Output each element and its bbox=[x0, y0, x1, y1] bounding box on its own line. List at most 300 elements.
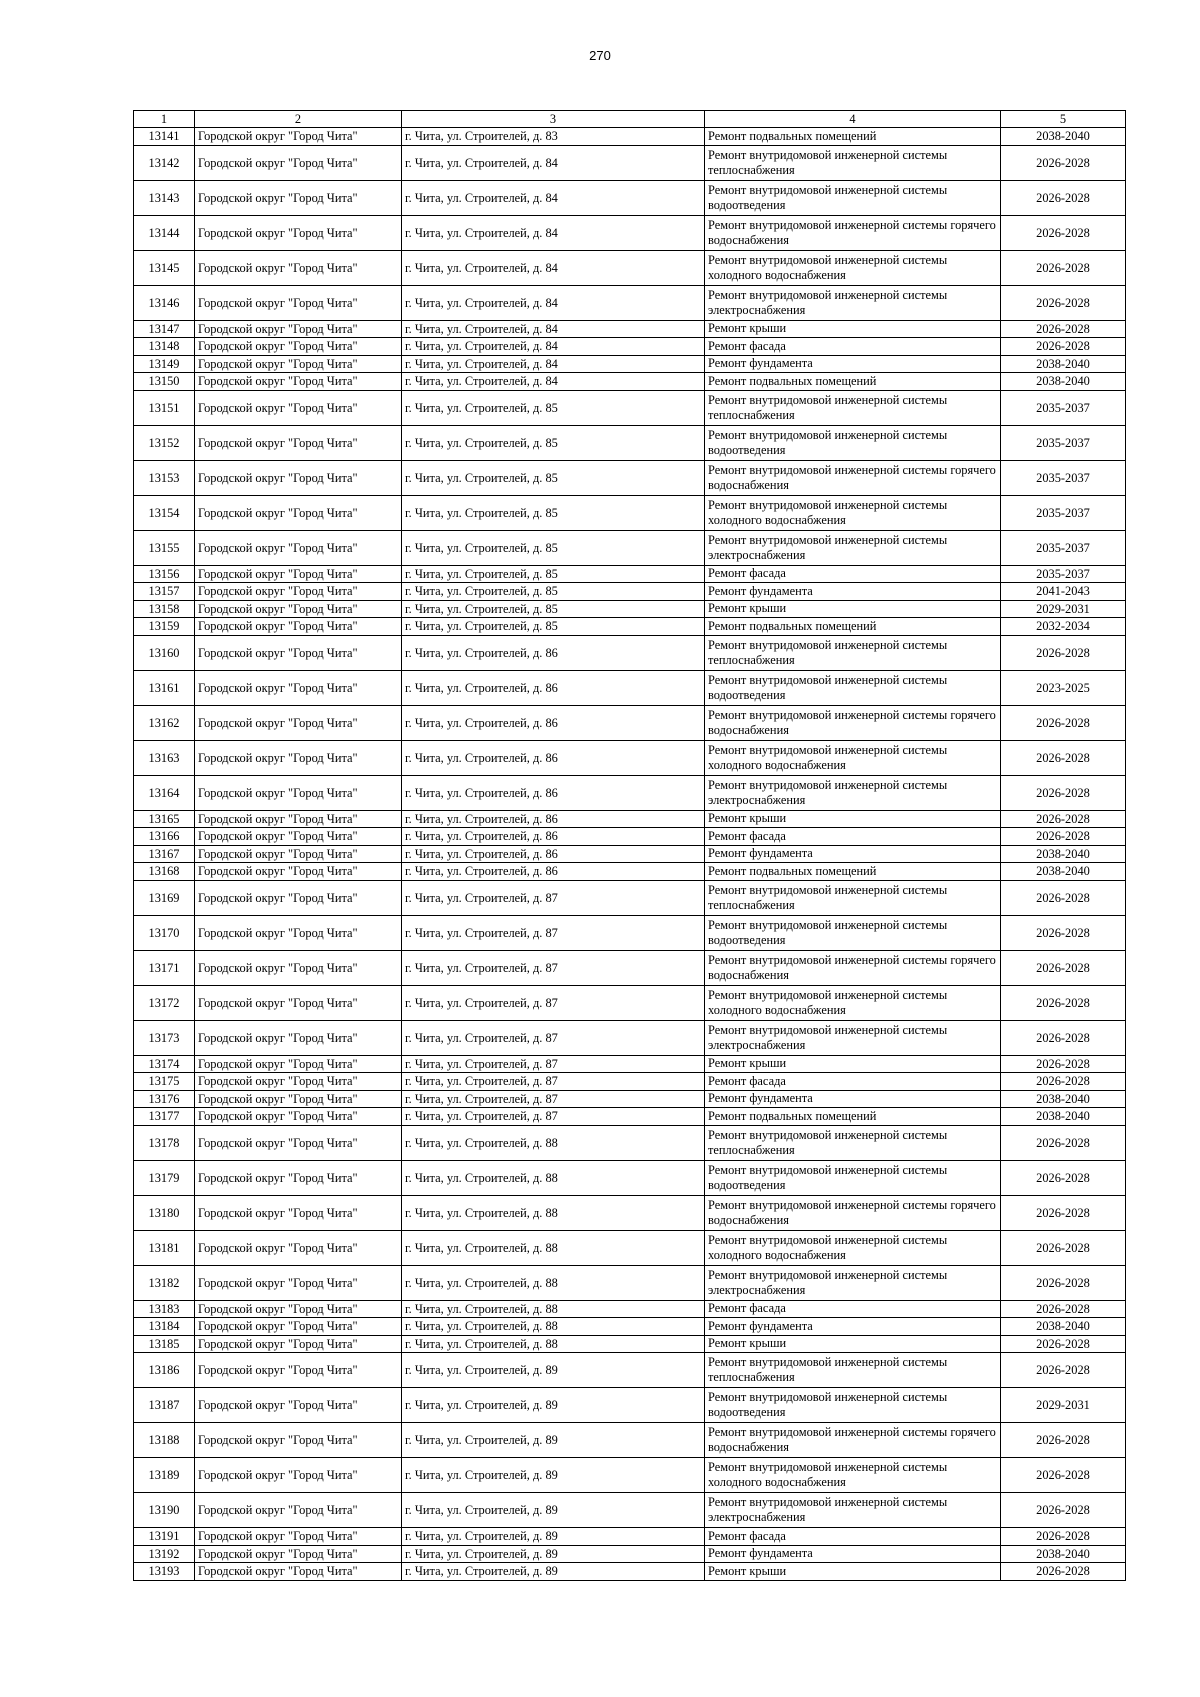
table-row bbox=[134, 285, 1126, 320]
period: 2038-2040 bbox=[1001, 373, 1126, 391]
work-type: Ремонт фундамента bbox=[705, 1318, 1001, 1336]
period: 2026-2028 bbox=[1001, 1195, 1126, 1230]
municipality: Городской округ "Город Чита" bbox=[195, 1020, 402, 1055]
work-type: Ремонт внутридомовой инженерной системы водоотведения bbox=[705, 425, 1001, 460]
row-number: 13186 bbox=[134, 1353, 195, 1388]
table-row bbox=[134, 565, 1126, 583]
work-type: Ремонт внутридомовой инженерной системы электроснабжения bbox=[705, 530, 1001, 565]
period: 2026-2028 bbox=[1001, 1493, 1126, 1528]
municipality: Городской округ "Город Чита" bbox=[195, 1335, 402, 1353]
period: 2026-2028 bbox=[1001, 1423, 1126, 1458]
table-row bbox=[134, 1493, 1126, 1528]
address: г. Чита, ул. Строителей, д. 87 bbox=[402, 915, 705, 950]
period: 2026-2028 bbox=[1001, 285, 1126, 320]
period: 2029-2031 bbox=[1001, 1388, 1126, 1423]
address: г. Чита, ул. Строителей, д. 85 bbox=[402, 425, 705, 460]
table-row bbox=[134, 1195, 1126, 1230]
municipality: Городской округ "Город Чита" bbox=[195, 1055, 402, 1073]
row-number: 13157 bbox=[134, 583, 195, 601]
work-type: Ремонт внутридомовой инженерной системы водоотведения bbox=[705, 670, 1001, 705]
table-row bbox=[134, 1090, 1126, 1108]
table-row bbox=[134, 1108, 1126, 1126]
address: г. Чита, ул. Строителей, д. 88 bbox=[402, 1125, 705, 1160]
period: 2026-2028 bbox=[1001, 338, 1126, 356]
table-row bbox=[134, 583, 1126, 601]
work-type: Ремонт подвальных помещений bbox=[705, 863, 1001, 881]
municipality: Городской округ "Город Чита" bbox=[195, 775, 402, 810]
work-type: Ремонт крыши bbox=[705, 320, 1001, 338]
period: 2026-2028 bbox=[1001, 215, 1126, 250]
table-row bbox=[134, 705, 1126, 740]
address: г. Чита, ул. Строителей, д. 87 bbox=[402, 880, 705, 915]
period: 2026-2028 bbox=[1001, 1353, 1126, 1388]
table-row bbox=[134, 1265, 1126, 1300]
work-type: Ремонт внутридомовой инженерной системы горячего водоснабжения bbox=[705, 1195, 1001, 1230]
municipality: Городской округ "Город Чита" bbox=[195, 495, 402, 530]
row-number: 13165 bbox=[134, 810, 195, 828]
address: г. Чита, ул. Строителей, д. 84 bbox=[402, 215, 705, 250]
row-number: 13144 bbox=[134, 215, 195, 250]
municipality: Городской округ "Город Чита" bbox=[195, 1423, 402, 1458]
work-type: Ремонт фундамента bbox=[705, 583, 1001, 601]
table-row bbox=[134, 670, 1126, 705]
work-type: Ремонт внутридомовой инженерной системы холодного водоснабжения bbox=[705, 250, 1001, 285]
address: г. Чита, ул. Строителей, д. 87 bbox=[402, 1020, 705, 1055]
work-type: Ремонт внутридомовой инженерной системы теплоснабжения bbox=[705, 880, 1001, 915]
municipality: Городской округ "Город Чита" bbox=[195, 618, 402, 636]
table-row bbox=[134, 128, 1126, 146]
row-number: 13177 bbox=[134, 1108, 195, 1126]
municipality: Городской округ "Город Чита" bbox=[195, 565, 402, 583]
address: г. Чита, ул. Строителей, д. 85 bbox=[402, 618, 705, 636]
table-row bbox=[134, 1055, 1126, 1073]
period: 2041-2043 bbox=[1001, 583, 1126, 601]
row-number: 13171 bbox=[134, 950, 195, 985]
period: 2035-2037 bbox=[1001, 460, 1126, 495]
work-type: Ремонт внутридомовой инженерной системы электроснабжения bbox=[705, 285, 1001, 320]
table-row bbox=[134, 145, 1126, 180]
period: 2026-2028 bbox=[1001, 180, 1126, 215]
address: г. Чита, ул. Строителей, д. 88 bbox=[402, 1230, 705, 1265]
table-row bbox=[134, 985, 1126, 1020]
table-body bbox=[134, 111, 1126, 1581]
row-number: 13184 bbox=[134, 1318, 195, 1336]
work-type: Ремонт внутридомовой инженерной системы холодного водоснабжения bbox=[705, 985, 1001, 1020]
address: г. Чита, ул. Строителей, д. 87 bbox=[402, 1055, 705, 1073]
period: 2026-2028 bbox=[1001, 635, 1126, 670]
work-type: Ремонт внутридомовой инженерной системы водоотведения bbox=[705, 1160, 1001, 1195]
municipality: Городской округ "Город Чита" bbox=[195, 1090, 402, 1108]
period: 2038-2040 bbox=[1001, 1108, 1126, 1126]
period: 2026-2028 bbox=[1001, 250, 1126, 285]
address: г. Чита, ул. Строителей, д. 84 bbox=[402, 373, 705, 391]
address: г. Чита, ул. Строителей, д. 86 bbox=[402, 845, 705, 863]
period: 2038-2040 bbox=[1001, 1318, 1126, 1336]
municipality: Городской округ "Город Чита" bbox=[195, 460, 402, 495]
row-number: 13159 bbox=[134, 618, 195, 636]
table-row bbox=[134, 950, 1126, 985]
table-row bbox=[134, 1335, 1126, 1353]
period: 2026-2028 bbox=[1001, 145, 1126, 180]
address: г. Чита, ул. Строителей, д. 88 bbox=[402, 1265, 705, 1300]
row-number: 13168 bbox=[134, 863, 195, 881]
municipality: Городской округ "Город Чита" bbox=[195, 583, 402, 601]
row-number: 13150 bbox=[134, 373, 195, 391]
row-number: 13148 bbox=[134, 338, 195, 356]
address: г. Чита, ул. Строителей, д. 84 bbox=[402, 250, 705, 285]
table-row bbox=[134, 775, 1126, 810]
row-number: 13170 bbox=[134, 915, 195, 950]
period: 2032-2034 bbox=[1001, 618, 1126, 636]
period: 2026-2028 bbox=[1001, 1073, 1126, 1091]
row-number: 13175 bbox=[134, 1073, 195, 1091]
municipality: Городской округ "Город Чита" bbox=[195, 1388, 402, 1423]
municipality: Городской округ "Город Чита" bbox=[195, 705, 402, 740]
work-type: Ремонт внутридомовой инженерной системы горячего водоснабжения bbox=[705, 215, 1001, 250]
period: 2026-2028 bbox=[1001, 880, 1126, 915]
row-number: 13179 bbox=[134, 1160, 195, 1195]
municipality: Городской округ "Город Чита" bbox=[195, 1318, 402, 1336]
municipality: Городской округ "Город Чита" bbox=[195, 530, 402, 565]
period: 2035-2037 bbox=[1001, 390, 1126, 425]
period: 2035-2037 bbox=[1001, 565, 1126, 583]
municipality: Городской округ "Город Чита" bbox=[195, 635, 402, 670]
work-type: Ремонт фасада bbox=[705, 1073, 1001, 1091]
work-type: Ремонт фасада bbox=[705, 565, 1001, 583]
address: г. Чита, ул. Строителей, д. 88 bbox=[402, 1195, 705, 1230]
work-type: Ремонт внутридомовой инженерной системы горячего водоснабжения bbox=[705, 460, 1001, 495]
address: г. Чита, ул. Строителей, д. 86 bbox=[402, 635, 705, 670]
work-type: Ремонт внутридомовой инженерной системы водоотведения bbox=[705, 1388, 1001, 1423]
column-header: 4 bbox=[705, 111, 1001, 128]
work-type: Ремонт внутридомовой инженерной системы горячего водоснабжения bbox=[705, 705, 1001, 740]
period: 2026-2028 bbox=[1001, 810, 1126, 828]
work-type: Ремонт фундамента bbox=[705, 1545, 1001, 1563]
municipality: Городской округ "Город Чита" bbox=[195, 1458, 402, 1493]
address: г. Чита, ул. Строителей, д. 89 bbox=[402, 1493, 705, 1528]
row-number: 13166 bbox=[134, 828, 195, 846]
address: г. Чита, ул. Строителей, д. 86 bbox=[402, 810, 705, 828]
period: 2035-2037 bbox=[1001, 425, 1126, 460]
work-type: Ремонт фундамента bbox=[705, 1090, 1001, 1108]
municipality: Городской округ "Город Чита" bbox=[195, 1493, 402, 1528]
municipality: Городской округ "Город Чита" bbox=[195, 320, 402, 338]
work-type: Ремонт крыши bbox=[705, 600, 1001, 618]
row-number: 13176 bbox=[134, 1090, 195, 1108]
row-number: 13160 bbox=[134, 635, 195, 670]
table-row bbox=[134, 845, 1126, 863]
period: 2023-2025 bbox=[1001, 670, 1126, 705]
address: г. Чита, ул. Строителей, д. 87 bbox=[402, 1090, 705, 1108]
period: 2026-2028 bbox=[1001, 1265, 1126, 1300]
address: г. Чита, ул. Строителей, д. 86 bbox=[402, 828, 705, 846]
table-row bbox=[134, 180, 1126, 215]
row-number: 13155 bbox=[134, 530, 195, 565]
period: 2029-2031 bbox=[1001, 600, 1126, 618]
address: г. Чита, ул. Строителей, д. 84 bbox=[402, 285, 705, 320]
row-number: 13142 bbox=[134, 145, 195, 180]
municipality: Городской округ "Город Чита" bbox=[195, 338, 402, 356]
address: г. Чита, ул. Строителей, д. 88 bbox=[402, 1160, 705, 1195]
row-number: 13153 bbox=[134, 460, 195, 495]
work-type: Ремонт внутридомовой инженерной системы холодного водоснабжения bbox=[705, 1230, 1001, 1265]
work-type: Ремонт фасада bbox=[705, 1528, 1001, 1546]
period: 2026-2028 bbox=[1001, 1160, 1126, 1195]
table-header-row bbox=[134, 111, 1126, 128]
period: 2026-2028 bbox=[1001, 1528, 1126, 1546]
period: 2026-2028 bbox=[1001, 1458, 1126, 1493]
work-type: Ремонт внутридомовой инженерной системы горячего водоснабжения bbox=[705, 1423, 1001, 1458]
table-row bbox=[134, 1545, 1126, 1563]
work-type: Ремонт подвальных помещений bbox=[705, 128, 1001, 146]
period: 2026-2028 bbox=[1001, 828, 1126, 846]
row-number: 13164 bbox=[134, 775, 195, 810]
table-row bbox=[134, 635, 1126, 670]
row-number: 13152 bbox=[134, 425, 195, 460]
work-type: Ремонт внутридомовой инженерной системы теплоснабжения bbox=[705, 635, 1001, 670]
repair-schedule-table bbox=[133, 110, 1126, 1581]
work-type: Ремонт фасада bbox=[705, 338, 1001, 356]
address: г. Чита, ул. Строителей, д. 88 bbox=[402, 1335, 705, 1353]
table-row bbox=[134, 1073, 1126, 1091]
municipality: Городской округ "Город Чита" bbox=[195, 1300, 402, 1318]
municipality: Городской округ "Город Чита" bbox=[195, 828, 402, 846]
table-row bbox=[134, 740, 1126, 775]
table-row bbox=[134, 880, 1126, 915]
address: г. Чита, ул. Строителей, д. 87 bbox=[402, 1108, 705, 1126]
address: г. Чита, ул. Строителей, д. 87 bbox=[402, 950, 705, 985]
row-number: 13180 bbox=[134, 1195, 195, 1230]
table-row bbox=[134, 1388, 1126, 1423]
column-header: 1 bbox=[134, 111, 195, 128]
address: г. Чита, ул. Строителей, д. 89 bbox=[402, 1545, 705, 1563]
row-number: 13147 bbox=[134, 320, 195, 338]
address: г. Чита, ул. Строителей, д. 89 bbox=[402, 1458, 705, 1493]
table-row bbox=[134, 495, 1126, 530]
row-number: 13154 bbox=[134, 495, 195, 530]
municipality: Городской округ "Город Чита" bbox=[195, 600, 402, 618]
work-type: Ремонт подвальных помещений bbox=[705, 618, 1001, 636]
work-type: Ремонт внутридомовой инженерной системы теплоснабжения bbox=[705, 390, 1001, 425]
municipality: Городской округ "Город Чита" bbox=[195, 985, 402, 1020]
period: 2038-2040 bbox=[1001, 1090, 1126, 1108]
table-row bbox=[134, 425, 1126, 460]
municipality: Городской округ "Город Чита" bbox=[195, 1528, 402, 1546]
table-row bbox=[134, 1353, 1126, 1388]
work-type: Ремонт подвальных помещений bbox=[705, 1108, 1001, 1126]
period: 2038-2040 bbox=[1001, 1545, 1126, 1563]
address: г. Чита, ул. Строителей, д. 85 bbox=[402, 530, 705, 565]
table-row bbox=[134, 915, 1126, 950]
work-type: Ремонт внутридомовой инженерной системы электроснабжения bbox=[705, 1493, 1001, 1528]
period: 2035-2037 bbox=[1001, 530, 1126, 565]
period: 2038-2040 bbox=[1001, 128, 1126, 146]
municipality: Городской округ "Город Чита" bbox=[195, 425, 402, 460]
period: 2038-2040 bbox=[1001, 355, 1126, 373]
row-number: 13151 bbox=[134, 390, 195, 425]
row-number: 13187 bbox=[134, 1388, 195, 1423]
municipality: Городской округ "Город Чита" bbox=[195, 250, 402, 285]
address: г. Чита, ул. Строителей, д. 85 bbox=[402, 583, 705, 601]
address: г. Чита, ул. Строителей, д. 89 bbox=[402, 1388, 705, 1423]
work-type: Ремонт подвальных помещений bbox=[705, 373, 1001, 391]
period: 2026-2028 bbox=[1001, 1020, 1126, 1055]
table-row bbox=[134, 1300, 1126, 1318]
row-number: 13163 bbox=[134, 740, 195, 775]
row-number: 13181 bbox=[134, 1230, 195, 1265]
municipality: Городской округ "Город Чита" bbox=[195, 1265, 402, 1300]
work-type: Ремонт крыши bbox=[705, 1335, 1001, 1353]
row-number: 13156 bbox=[134, 565, 195, 583]
table-row bbox=[134, 618, 1126, 636]
work-type: Ремонт внутридомовой инженерной системы холодного водоснабжения bbox=[705, 740, 1001, 775]
work-type: Ремонт внутридомовой инженерной системы электроснабжения bbox=[705, 775, 1001, 810]
municipality: Городской округ "Город Чита" bbox=[195, 180, 402, 215]
work-type: Ремонт фасада bbox=[705, 1300, 1001, 1318]
page-number: 270 bbox=[589, 48, 611, 63]
work-type: Ремонт крыши bbox=[705, 1563, 1001, 1581]
work-type: Ремонт фундамента bbox=[705, 845, 1001, 863]
work-type: Ремонт внутридомовой инженерной системы электроснабжения bbox=[705, 1020, 1001, 1055]
table-row bbox=[134, 828, 1126, 846]
municipality: Городской округ "Город Чита" bbox=[195, 145, 402, 180]
municipality: Городской округ "Город Чита" bbox=[195, 810, 402, 828]
address: г. Чита, ул. Строителей, д. 89 bbox=[402, 1423, 705, 1458]
table-row bbox=[134, 600, 1126, 618]
municipality: Городской округ "Город Чита" bbox=[195, 1563, 402, 1581]
address: г. Чита, ул. Строителей, д. 87 bbox=[402, 1073, 705, 1091]
row-number: 13162 bbox=[134, 705, 195, 740]
work-type: Ремонт крыши bbox=[705, 1055, 1001, 1073]
municipality: Городской округ "Город Чита" bbox=[195, 128, 402, 146]
address: г. Чита, ул. Строителей, д. 89 bbox=[402, 1528, 705, 1546]
address: г. Чита, ул. Строителей, д. 86 bbox=[402, 775, 705, 810]
table-row bbox=[134, 1458, 1126, 1493]
row-number: 13167 bbox=[134, 845, 195, 863]
table-row bbox=[134, 373, 1126, 391]
municipality: Городской округ "Город Чита" bbox=[195, 740, 402, 775]
table-row bbox=[134, 1125, 1126, 1160]
table-row bbox=[134, 1423, 1126, 1458]
period: 2026-2028 bbox=[1001, 775, 1126, 810]
table-row bbox=[134, 1020, 1126, 1055]
period: 2026-2028 bbox=[1001, 1230, 1126, 1265]
municipality: Городской округ "Город Чита" bbox=[195, 1195, 402, 1230]
table-row bbox=[134, 1563, 1126, 1581]
municipality: Городской округ "Город Чита" bbox=[195, 670, 402, 705]
address: г. Чита, ул. Строителей, д. 89 bbox=[402, 1353, 705, 1388]
period: 2035-2037 bbox=[1001, 495, 1126, 530]
row-number: 13182 bbox=[134, 1265, 195, 1300]
address: г. Чита, ул. Строителей, д. 86 bbox=[402, 740, 705, 775]
address: г. Чита, ул. Строителей, д. 87 bbox=[402, 985, 705, 1020]
work-type: Ремонт фасада bbox=[705, 828, 1001, 846]
row-number: 13174 bbox=[134, 1055, 195, 1073]
row-number: 13172 bbox=[134, 985, 195, 1020]
column-header: 2 bbox=[195, 111, 402, 128]
work-type: Ремонт внутридомовой инженерной системы теплоснабжения bbox=[705, 145, 1001, 180]
row-number: 13189 bbox=[134, 1458, 195, 1493]
table-row bbox=[134, 338, 1126, 356]
period: 2026-2028 bbox=[1001, 740, 1126, 775]
row-number: 13143 bbox=[134, 180, 195, 215]
address: г. Чита, ул. Строителей, д. 83 bbox=[402, 128, 705, 146]
municipality: Городской округ "Город Чита" bbox=[195, 1125, 402, 1160]
table-row bbox=[134, 460, 1126, 495]
period: 2026-2028 bbox=[1001, 950, 1126, 985]
period: 2038-2040 bbox=[1001, 845, 1126, 863]
table-row bbox=[134, 1528, 1126, 1546]
address: г. Чита, ул. Строителей, д. 84 bbox=[402, 338, 705, 356]
table-row bbox=[134, 355, 1126, 373]
municipality: Городской округ "Город Чита" bbox=[195, 950, 402, 985]
address: г. Чита, ул. Строителей, д. 88 bbox=[402, 1318, 705, 1336]
row-number: 13161 bbox=[134, 670, 195, 705]
municipality: Городской округ "Город Чита" bbox=[195, 1230, 402, 1265]
address: г. Чита, ул. Строителей, д. 85 bbox=[402, 390, 705, 425]
work-type: Ремонт внутридомовой инженерной системы горячего водоснабжения bbox=[705, 950, 1001, 985]
row-number: 13191 bbox=[134, 1528, 195, 1546]
municipality: Городской округ "Город Чита" bbox=[195, 915, 402, 950]
municipality: Городской округ "Город Чита" bbox=[195, 1353, 402, 1388]
municipality: Городской округ "Город Чита" bbox=[195, 390, 402, 425]
work-type: Ремонт внутридомовой инженерной системы теплоснабжения bbox=[705, 1353, 1001, 1388]
work-type: Ремонт внутридомовой инженерной системы холодного водоснабжения bbox=[705, 1458, 1001, 1493]
period: 2026-2028 bbox=[1001, 1563, 1126, 1581]
address: г. Чита, ул. Строителей, д. 88 bbox=[402, 1300, 705, 1318]
period: 2038-2040 bbox=[1001, 863, 1126, 881]
address: г. Чита, ул. Строителей, д. 85 bbox=[402, 495, 705, 530]
row-number: 13169 bbox=[134, 880, 195, 915]
work-type: Ремонт внутридомовой инженерной системы электроснабжения bbox=[705, 1265, 1001, 1300]
row-number: 13183 bbox=[134, 1300, 195, 1318]
work-type: Ремонт внутридомовой инженерной системы водоотведения bbox=[705, 915, 1001, 950]
table-row bbox=[134, 250, 1126, 285]
address: г. Чита, ул. Строителей, д. 85 bbox=[402, 460, 705, 495]
municipality: Городской округ "Город Чита" bbox=[195, 1073, 402, 1091]
row-number: 13146 bbox=[134, 285, 195, 320]
work-type: Ремонт фундамента bbox=[705, 355, 1001, 373]
table-row bbox=[134, 863, 1126, 881]
row-number: 13178 bbox=[134, 1125, 195, 1160]
municipality: Городской округ "Город Чита" bbox=[195, 215, 402, 250]
municipality: Городской округ "Город Чита" bbox=[195, 880, 402, 915]
municipality: Городской округ "Город Чита" bbox=[195, 373, 402, 391]
work-type: Ремонт внутридомовой инженерной системы теплоснабжения bbox=[705, 1125, 1001, 1160]
period: 2026-2028 bbox=[1001, 320, 1126, 338]
column-header: 5 bbox=[1001, 111, 1126, 128]
address: г. Чита, ул. Строителей, д. 86 bbox=[402, 863, 705, 881]
work-type: Ремонт внутридомовой инженерной системы холодного водоснабжения bbox=[705, 495, 1001, 530]
address: г. Чита, ул. Строителей, д. 84 bbox=[402, 180, 705, 215]
municipality: Городской округ "Город Чита" bbox=[195, 1108, 402, 1126]
table-row bbox=[134, 215, 1126, 250]
municipality: Городской округ "Город Чита" bbox=[195, 863, 402, 881]
table-row bbox=[134, 810, 1126, 828]
address: г. Чита, ул. Строителей, д. 85 bbox=[402, 600, 705, 618]
table-row bbox=[134, 1160, 1126, 1195]
period: 2026-2028 bbox=[1001, 1055, 1126, 1073]
row-number: 13192 bbox=[134, 1545, 195, 1563]
address: г. Чита, ул. Строителей, д. 84 bbox=[402, 320, 705, 338]
address: г. Чита, ул. Строителей, д. 85 bbox=[402, 565, 705, 583]
column-header: 3 bbox=[402, 111, 705, 128]
row-number: 13188 bbox=[134, 1423, 195, 1458]
address: г. Чита, ул. Строителей, д. 86 bbox=[402, 670, 705, 705]
table-row bbox=[134, 1230, 1126, 1265]
period: 2026-2028 bbox=[1001, 1300, 1126, 1318]
period: 2026-2028 bbox=[1001, 915, 1126, 950]
